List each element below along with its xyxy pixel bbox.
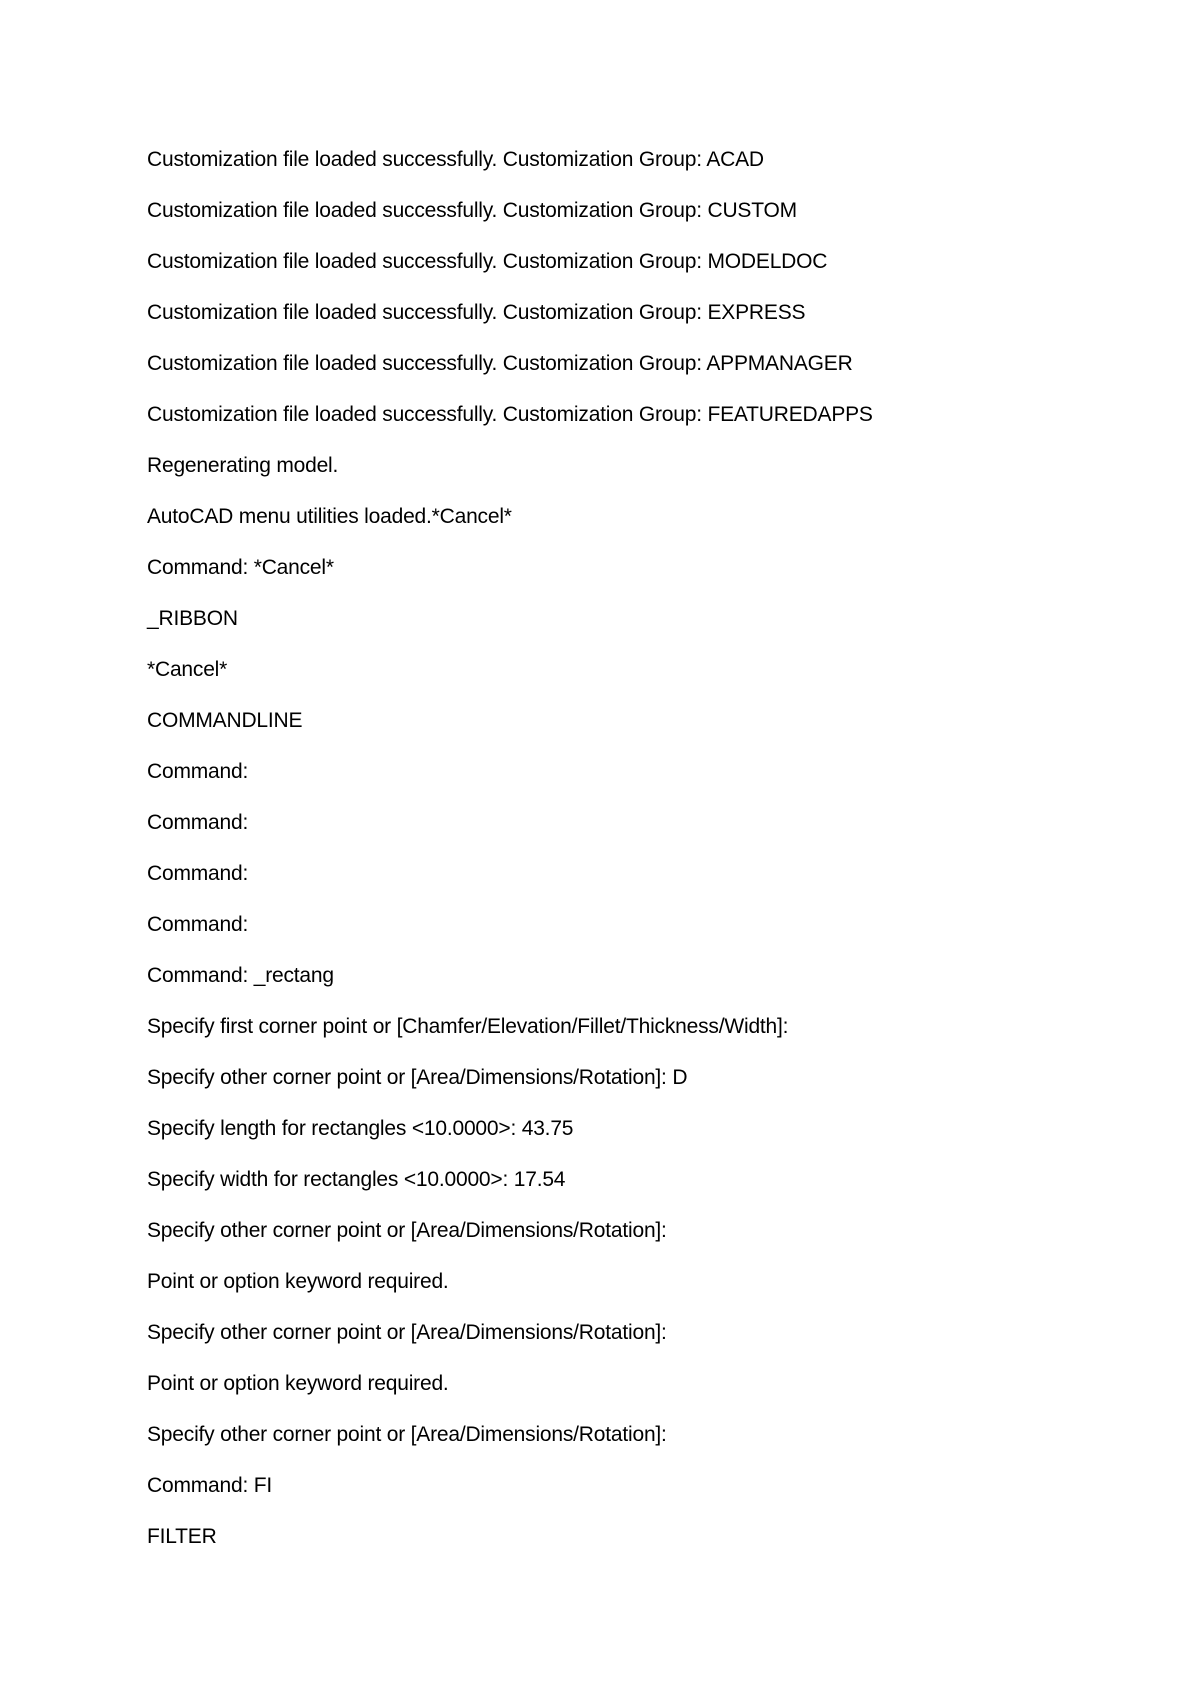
- log-line: _RIBBON: [147, 607, 238, 630]
- log-line: Customization file loaded successfully. Customization Group: MODELDOC: [147, 250, 828, 273]
- log-line: Command:: [147, 862, 249, 885]
- log-line: Customization file loaded successfully. Customization Group: EXPRESS: [147, 301, 806, 324]
- log-line: Specify length for rectangles <10.0000>: 43.75: [147, 1117, 574, 1140]
- log-line: Command: *Cancel*: [147, 556, 334, 579]
- log-line: AutoCAD menu utilities loaded.*Cancel*: [147, 505, 512, 528]
- log-line: Customization file loaded successfully. Customization Group: FEATUREDAPPS: [147, 403, 873, 426]
- log-line: FILTER: [147, 1525, 217, 1548]
- log-line: Regenerating model.: [147, 454, 339, 477]
- log-line: Command:: [147, 760, 249, 783]
- log-line: Point or option keyword required.: [147, 1270, 449, 1293]
- log-line: Command: _rectang: [147, 964, 334, 987]
- log-line: Customization file loaded successfully. Customization Group: CUSTOM: [147, 199, 797, 222]
- log-line: Specify other corner point or [Area/Dimensions/Rotation]:: [147, 1423, 667, 1446]
- log-line: Specify other corner point or [Area/Dimensions/Rotation]:: [147, 1219, 667, 1242]
- log-line: Command:: [147, 913, 249, 936]
- log-line: COMMANDLINE: [147, 709, 303, 732]
- log-line: Customization file loaded successfully. Customization Group: ACAD: [147, 148, 764, 171]
- log-line: Specify other corner point or [Area/Dimensions/Rotation]: D: [147, 1066, 688, 1089]
- log-line: *Cancel*: [147, 658, 228, 681]
- log-line: Customization file loaded successfully. Customization Group: APPMANAGER: [147, 352, 853, 375]
- log-line: Command:: [147, 811, 249, 834]
- log-line: Specify other corner point or [Area/Dimensions/Rotation]:: [147, 1321, 667, 1344]
- log-line: Specify first corner point or [Chamfer/Elevation/Fillet/Thickness/Width]:: [147, 1015, 789, 1038]
- log-line: Specify width for rectangles <10.0000>: 17.54: [147, 1168, 566, 1191]
- log-line: Point or option keyword required.: [147, 1372, 449, 1395]
- log-line: Command: FI: [147, 1474, 272, 1497]
- command-log: [147, 143, 873, 1571]
